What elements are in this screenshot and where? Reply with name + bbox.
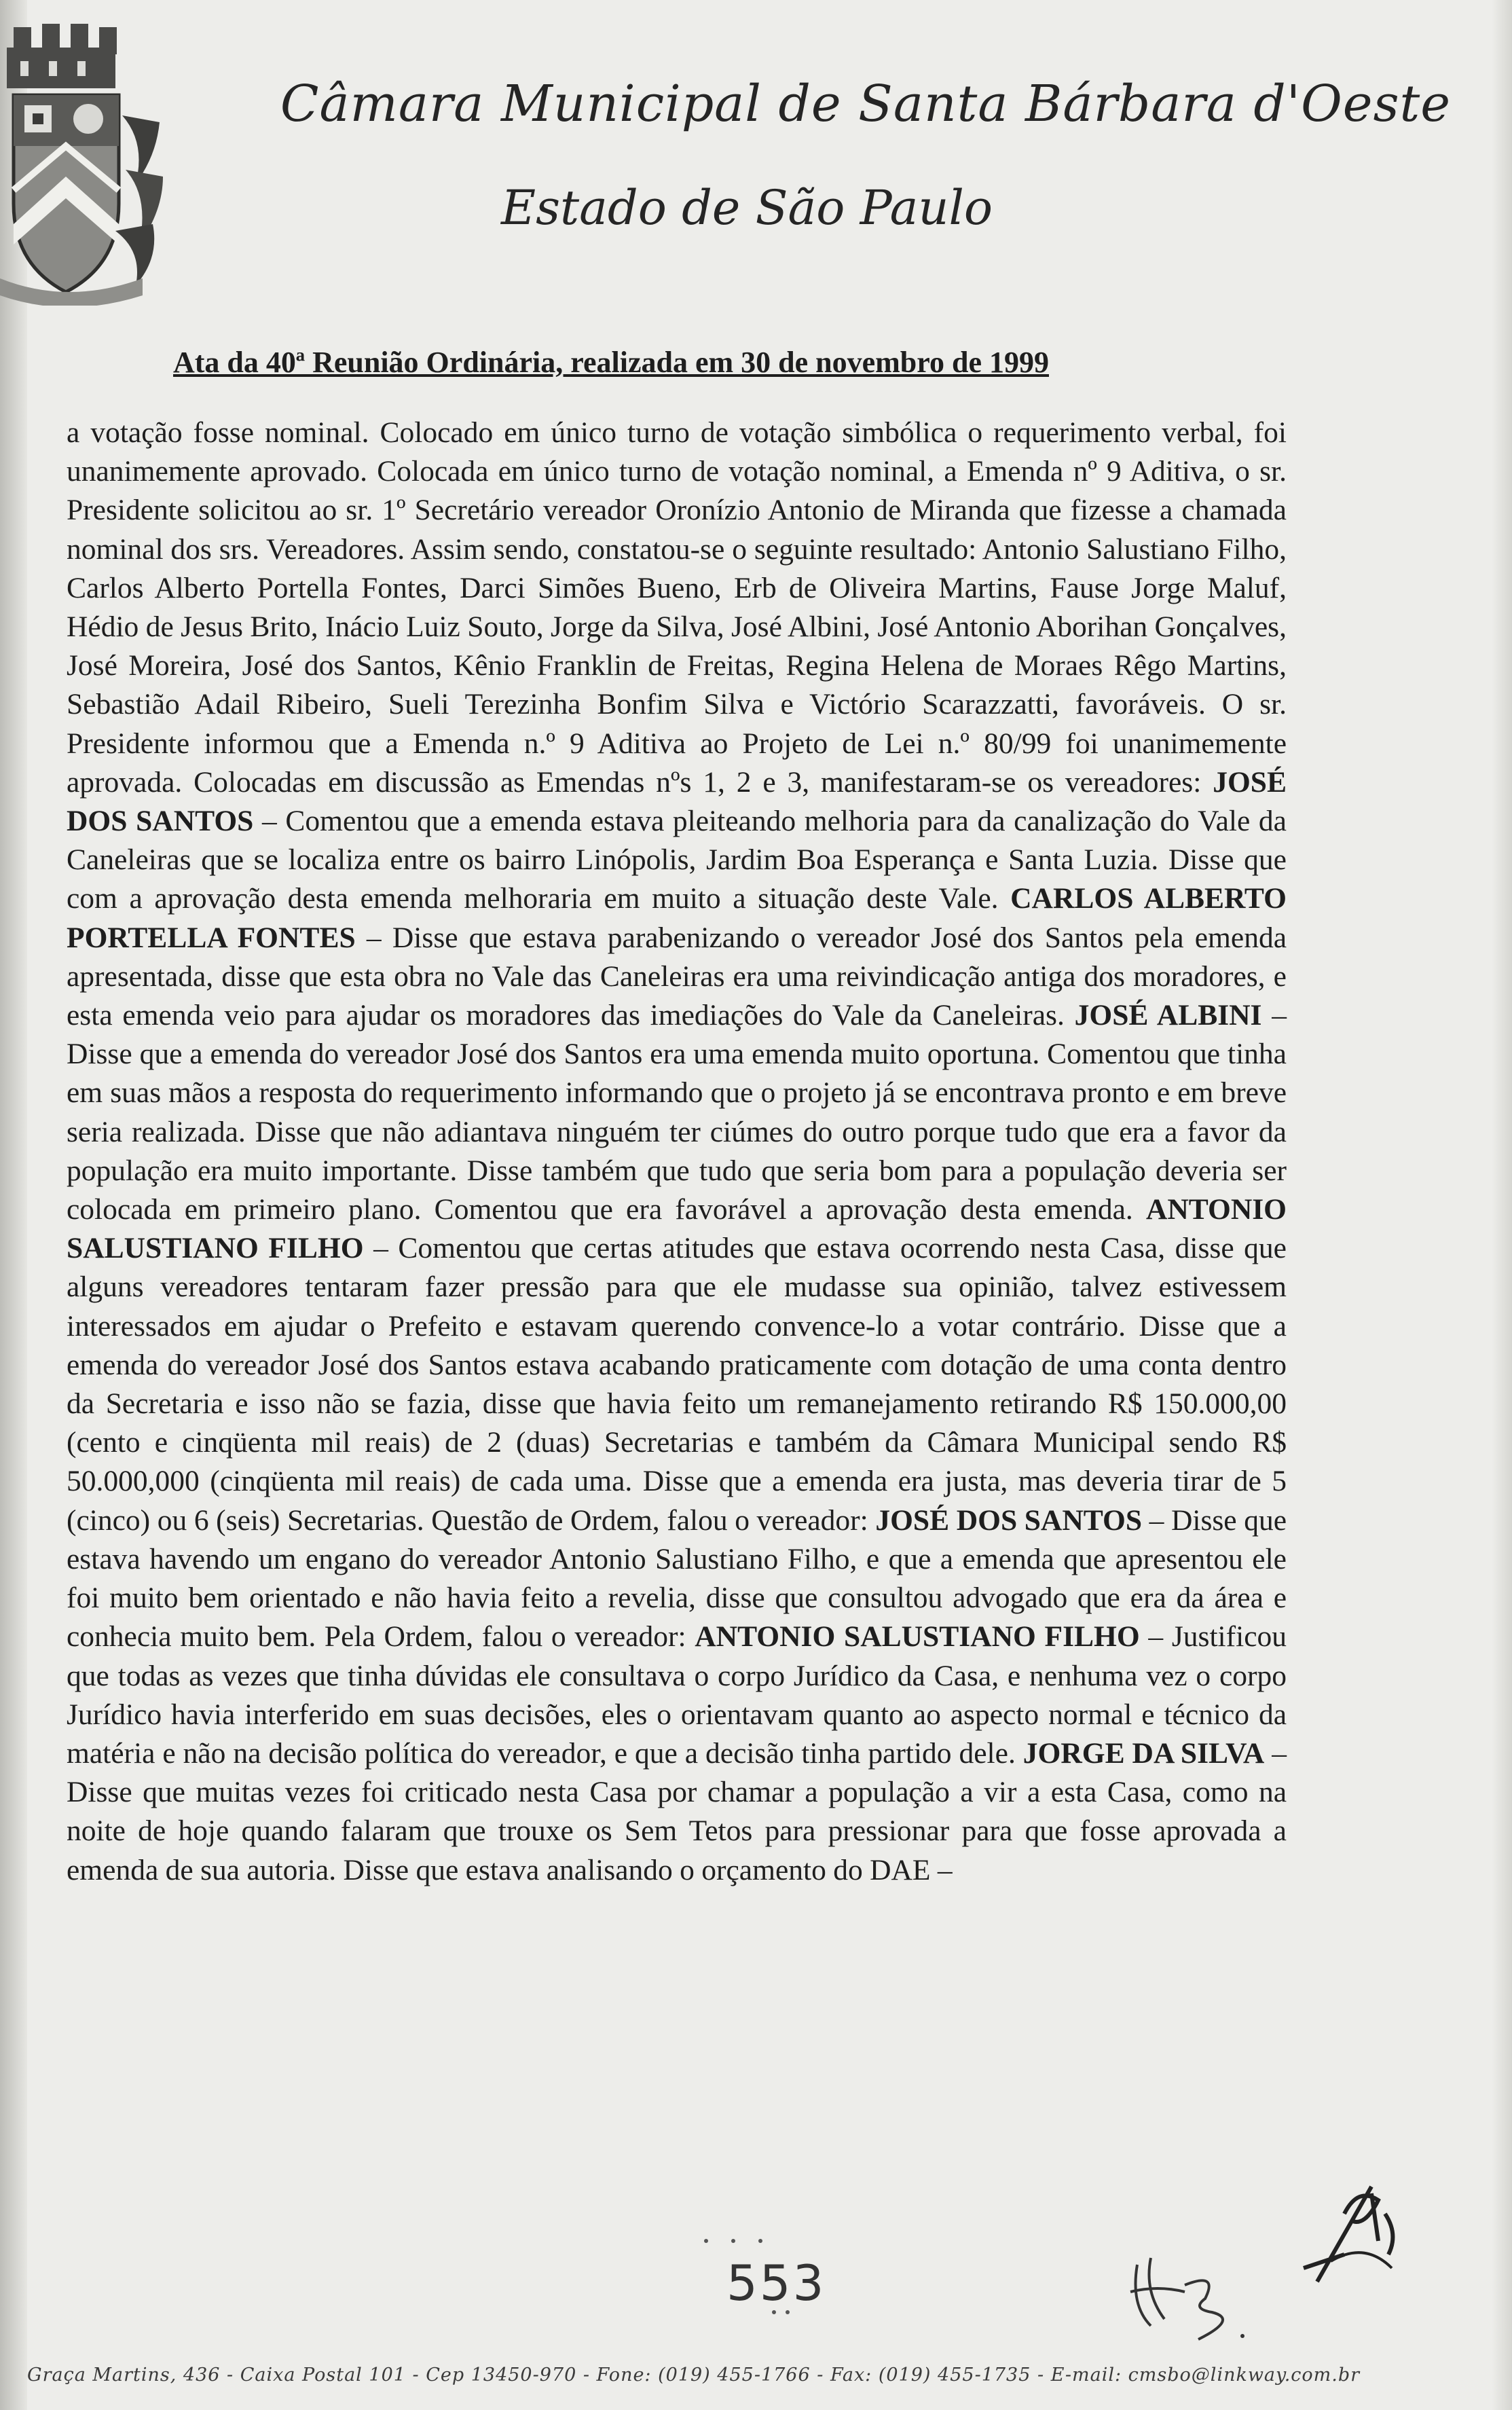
speaker-name: ANTONIO SALUSTIANO FILHO <box>67 1193 1287 1265</box>
speaker-name: JOSÉ ALBINI <box>1074 999 1262 1032</box>
chamber-name: Câmara Municipal de Santa Bárbara d'Oeste <box>280 75 1452 133</box>
address-footer: Graça Martins, 436 - Caixa Postal 101 - Cep 13450-970 - Fone: (019) 455-1766 - Fax: (019) 455-1735 - E-mail: cmsbo@linkway.com.br <box>27 2365 1361 2386</box>
minutes-text: a votação fosse nominal. Colocado em único turno de votação simbólica o requerimento verbal, foi unanimemente aprovado. Colocada em único turno de votação nominal, a Emenda nº 9 Aditiva, o sr. Presidente solicitou ao sr. 1º Secretário vereador Oronízio Antonio de Miranda que fizesse a chamada nominal dos srs. Vereadores. Assim sendo, constatou-se o seguinte resultado: Antonio Salustiano Filho, Carlos Alberto Portella Fontes, Darci Simões Bueno, Erb de Oliveira Martins, Fause Jorge Maluf, Hédio de Jesus Brito, Inácio Luiz Souto, Jorge da Silva, José Albini, José Antonio Aborihan Gonçalves, José Moreira, José dos Santos, Kênio Franklin de Freitas, Regina Helena de Moraes Rêgo Martins, Sebastião Adail Ribeiro, Sueli Terezinha Bonfim Silva e Victório Scarazzatti, favoráveis. O sr. Presidente informou que a Emenda n.º 9 Aditiva ao Projeto de Lei n.º 80/99 foi unanimemente aprovada. Colocadas em discussão as Emendas nºs 1, 2 e 3, manifestaram-se os vereadores: <box>67 416 1287 799</box>
speaker-name: JOSÉ DOS SANTOS <box>875 1503 1143 1537</box>
speaker-name: JORGE DA SILVA <box>1022 1736 1265 1770</box>
handwritten-initials <box>1124 2244 1259 2346</box>
minutes-text: – Disse que a emenda do vereador José dos Santos era uma emenda muito oportuna. Comentou que tinha em suas mãos a resposta do requerimento informando que o projeto já se encontrava pronto e em breve seria realizada. Disse que não adiantava ninguém ter ciúmes do outro porque tudo que era a favor da população era muito importante. Disse também que tudo que seria bom para a população deveria ser colocada em primeiro plano. Comentou que era favorável a aprovação desta emenda. <box>67 999 1287 1226</box>
minutes-text: – Justificou que todas as vezes que tinha dúvidas ele consultava o corpo Jurídico da Casa, e nenhuma vez o corpo Jurídico havia interferido em suas decisões, eles o orientavam quanto ao aspecto normal e técnico da matéria e não na decisão política do vereador, e que a decisão tinha partido dele. <box>67 1620 1287 1770</box>
minutes-text: – Disse que estava parabenizando o vereador José dos Santos pela emenda apresentada, disse que esta obra no Vale das Caneleiras era uma reivindicação antiga dos moradores, e esta emenda veio para ajudar os moradores das imediações do Vale da Caneleiras. <box>67 921 1287 1032</box>
minutes-text: – Disse que estava havendo um engano do vereador Antonio Salustiano Filho, e que a emenda que apresentou ele foi muito bem orientado e não havia feito a revelia, disse que consultou advogado que era da área e conhecia muito bem. Pela Ordem, falou o vereador: <box>67 1503 1287 1654</box>
speaker-name: ANTONIO SALUSTIANO FILHO <box>695 1620 1140 1654</box>
speaker-name: CARLOS ALBERTO PORTELLA FONTES <box>67 882 1287 954</box>
minutes-text: – Comentou que certas atitudes que estava ocorrendo nesta Casa, disse que alguns vereadores tentaram fazer pressão para que ele mudasse sua opinião, talvez estivessem interessados em ajudar o Prefeito e estavam querendo convence-lo a votar contrário. Disse que a emenda do vereador José dos Santos estava acabando praticamente com dotação de uma conta dentro da Secretaria e isso não se fazia, disse que havia feito um remanejamento retirando R$ 150.000,00 (cento e cinqüenta mil reais) de 2 (duas) Secretarias e também da Câmara Municipal sendo R$ 50.000,000 (cinqüenta mil reais) de cada uma. Disse que a emenda era justa, mas deveria tirar de 5 (cinco) ou 6 (seis) Secretarias. Questão de Ordem, falou o vereador: <box>67 1232 1287 1537</box>
minutes-heading: Ata da 40ª Reunião Ordinária, realizada em 30 de novembro de 1999 <box>173 346 1049 379</box>
minutes-body <box>67 414 1287 1890</box>
speaker-name: JOSÉ DOS SANTOS <box>67 765 1287 838</box>
scan-right-edge <box>1492 0 1512 2410</box>
handwritten-signature <box>1290 2173 1412 2288</box>
minutes-text: – Disse que muitas vezes foi criticado nesta Casa por chamar a população a vir a esta Casa, como na noite de hoje quando falaram que trouxe os Sem Tetos para pressionar para que fosse aprovada a emenda de sua autoria. Disse que estava analisando o orçamento do DAE – <box>67 1736 1287 1886</box>
state-name: Estado de São Paulo <box>501 180 993 236</box>
page-number: 553 <box>726 2254 826 2312</box>
scan-left-edge <box>0 0 27 2410</box>
coat-of-arms-icon <box>0 20 170 306</box>
minutes-text: – Comentou que a emenda estava pleiteando melhoria para da canalização do Vale da Caneleiras que se localiza entre os bairro Linópolis, Jardim Boa Esperança e Santa Luzia. Disse que com a aprovação desta emenda melhoraria em muito a situação deste Vale. <box>67 805 1287 915</box>
